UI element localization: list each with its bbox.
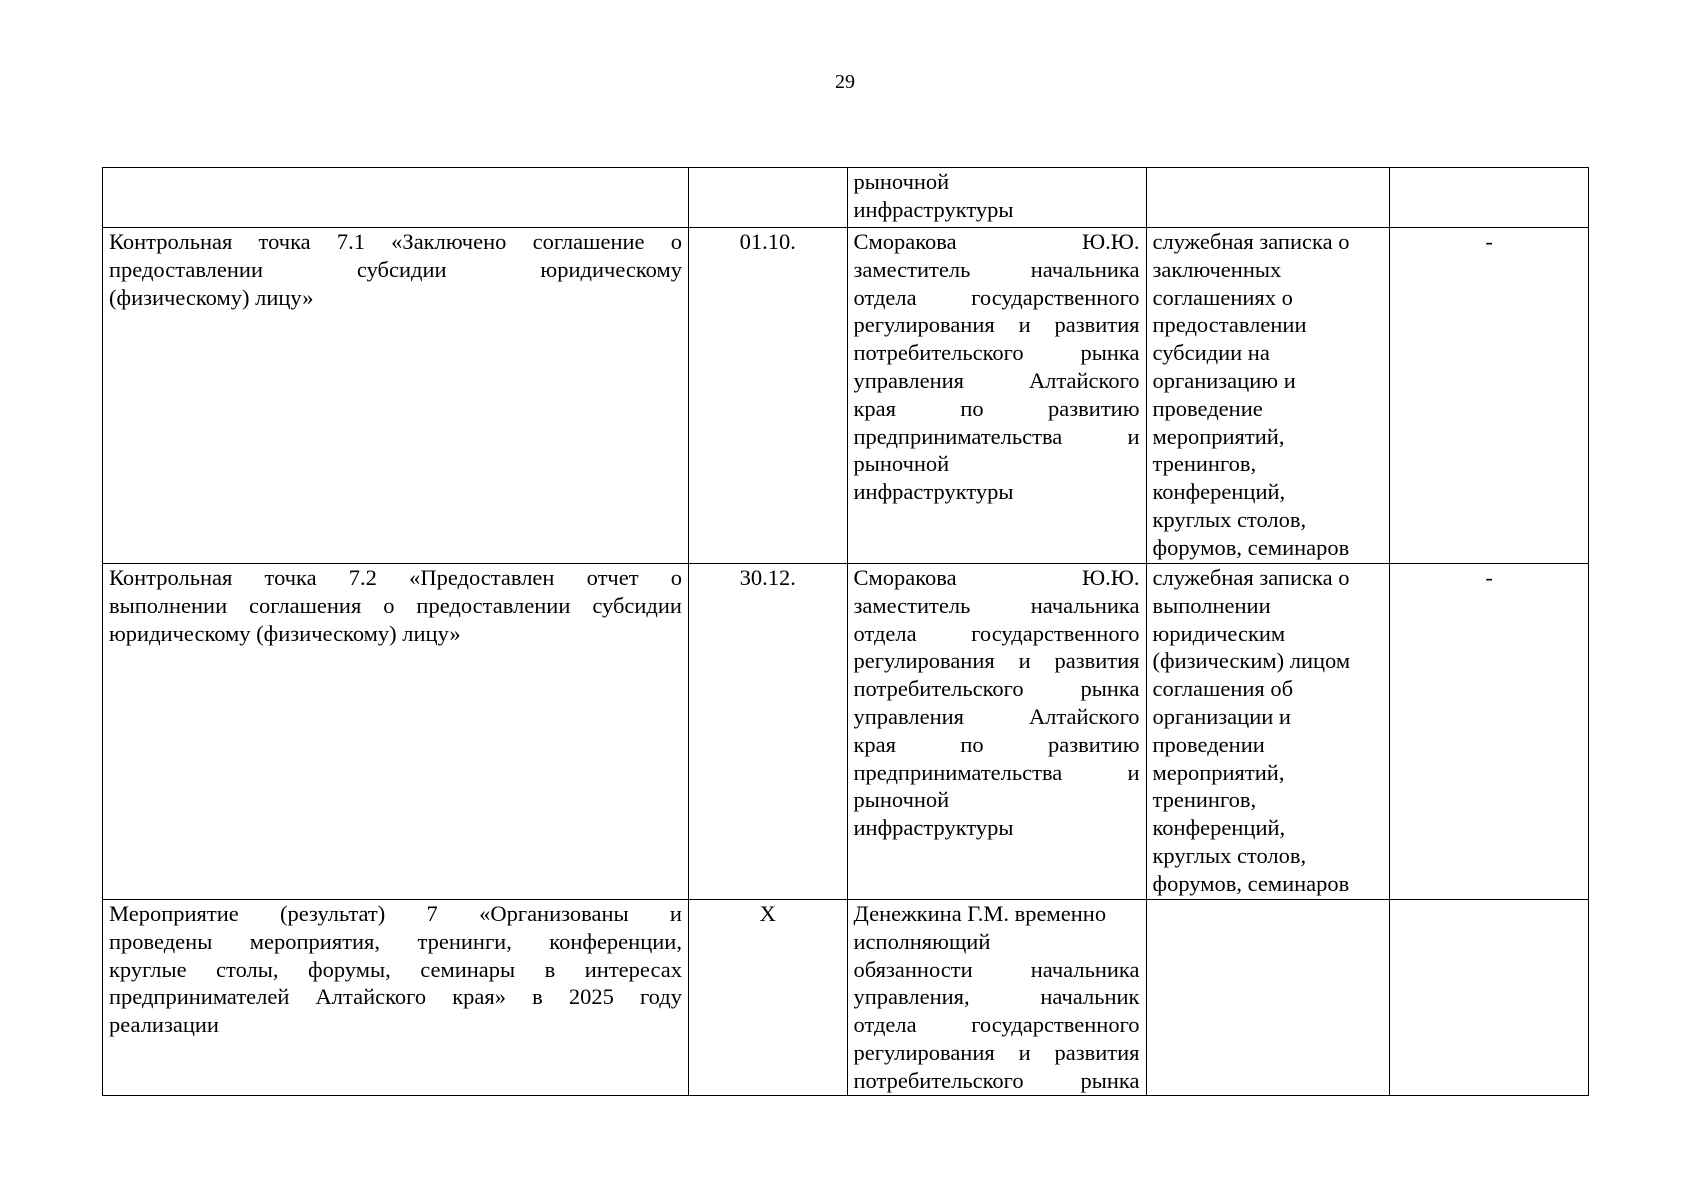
responsible-line: отдела государственного (853, 1012, 1140, 1038)
responsible-line: исполняющий (853, 928, 991, 954)
table-row (103, 900, 1589, 1096)
responsible-line: рыночной (853, 451, 950, 477)
document-line: служебная записка о (1152, 229, 1350, 254)
responsible-line: управления Алтайского (853, 367, 1140, 393)
document-cell (1146, 564, 1390, 900)
responsible-line: Денежкина Г.М. временно (853, 901, 1107, 926)
document-line: выполнении (1152, 592, 1271, 618)
event-name-line: Мероприятие (результат) 7 «Организованы и (109, 901, 682, 926)
plan-table (102, 167, 1589, 1096)
document-line: форумов, семинаров (1152, 870, 1350, 896)
event-name-line: выполнении соглашения о предоставлении субсидии (109, 592, 682, 618)
document-cell (1146, 168, 1390, 228)
responsible-line: отдела государственного (853, 284, 1140, 310)
responsible-line: регулирования и развития (853, 648, 1140, 674)
note-cell (1390, 900, 1589, 1096)
table-row (103, 168, 1589, 228)
document-line: организацию и (1152, 367, 1296, 393)
document-line: круглых столов, (1152, 842, 1307, 868)
document-line: тренингов, (1152, 787, 1257, 813)
document-line: проведении (1152, 731, 1265, 757)
deadline-cell: X (688, 900, 847, 1096)
responsible-line: края по развитию (853, 395, 1140, 421)
responsible-cell (847, 564, 1146, 900)
event-name-line: предоставлении субсидии юридическому (109, 256, 682, 282)
responsible-cell (847, 228, 1146, 564)
deadline-cell: 30.12. (688, 564, 847, 900)
responsible-line: Сморакова Ю.Ю. (853, 565, 1140, 590)
document-line: заключенных (1152, 256, 1282, 282)
event-name-line: юридическому (физическому) лицу» (109, 620, 461, 646)
event-name-line: проведены мероприятия, тренинги, конференции, (109, 928, 682, 954)
deadline-cell (688, 168, 847, 228)
responsible-line: инфраструктуры (853, 196, 1014, 222)
document-line: мероприятий, (1152, 759, 1285, 785)
responsible-line: рыночной (853, 787, 950, 813)
document-line: конференций, (1152, 479, 1286, 505)
document-line: предоставлении (1152, 312, 1307, 338)
note-cell (1390, 168, 1589, 228)
responsible-line: управления, начальник (853, 984, 1140, 1010)
event-name-cell (103, 168, 689, 228)
document-line: субсидии на (1152, 340, 1270, 366)
responsible-line: потребительского рынка (853, 1067, 1140, 1093)
responsible-line: предпринимательства и (853, 759, 1140, 785)
document-line: проведение (1152, 395, 1263, 421)
responsible-line: отдела государственного (853, 620, 1140, 646)
document-line: мероприятий, (1152, 423, 1285, 449)
document-line: круглых столов, (1152, 506, 1307, 532)
responsible-line: регулирования и развития (853, 312, 1140, 338)
responsible-cell (847, 168, 1146, 228)
responsible-line: регулирования и развития (853, 1039, 1140, 1065)
responsible-line: заместитель начальника (853, 592, 1140, 618)
event-name-cell (103, 228, 689, 564)
table-row (103, 228, 1589, 564)
responsible-line: рыночной (853, 169, 950, 194)
responsible-line: предпринимательства и (853, 423, 1140, 449)
deadline-cell: 01.10. (688, 228, 847, 564)
event-name-cell (103, 564, 689, 900)
event-name-line: (физическому) лицу» (109, 284, 314, 310)
document-line: соглашениях о (1152, 284, 1293, 310)
document-line: форумов, семинаров (1152, 534, 1350, 560)
responsible-line: Сморакова Ю.Ю. (853, 229, 1140, 254)
responsible-line: управления Алтайского (853, 703, 1140, 729)
document-line: конференций, (1152, 815, 1286, 841)
document-line: служебная записка о (1152, 565, 1350, 590)
event-name-cell (103, 900, 689, 1096)
table-row (103, 564, 1589, 900)
responsible-line: инфраструктуры (853, 815, 1014, 841)
document-line: тренингов, (1152, 451, 1257, 477)
responsible-line: потребительского рынка (853, 676, 1140, 702)
event-name-line: Контрольная точка 7.1 «Заключено соглашение о (109, 229, 682, 254)
responsible-cell (847, 900, 1146, 1096)
responsible-line: обязанности начальника (853, 956, 1140, 982)
event-name-line: Контрольная точка 7.2 «Предоставлен отчет о (109, 565, 682, 590)
event-name-line: предпринимателей Алтайского края» в 2025 году (109, 984, 682, 1010)
document-line: юридическим (1152, 620, 1286, 646)
document-line: организации и (1152, 703, 1291, 729)
document-cell (1146, 228, 1390, 564)
document-cell (1146, 900, 1390, 1096)
note-cell: - (1390, 564, 1589, 900)
responsible-line: края по развитию (853, 731, 1140, 757)
document-line: соглашения об (1152, 676, 1294, 702)
note-cell: - (1390, 228, 1589, 564)
event-name-line: реализации (109, 1012, 219, 1038)
responsible-line: потребительского рынка (853, 340, 1140, 366)
responsible-line: инфраструктуры (853, 479, 1014, 505)
document-line: (физическим) лицом (1152, 648, 1351, 674)
responsible-line: заместитель начальника (853, 256, 1140, 282)
page-number: 29 (835, 71, 855, 93)
event-name-line: круглые столы, форумы, семинары в интересах (109, 956, 682, 982)
